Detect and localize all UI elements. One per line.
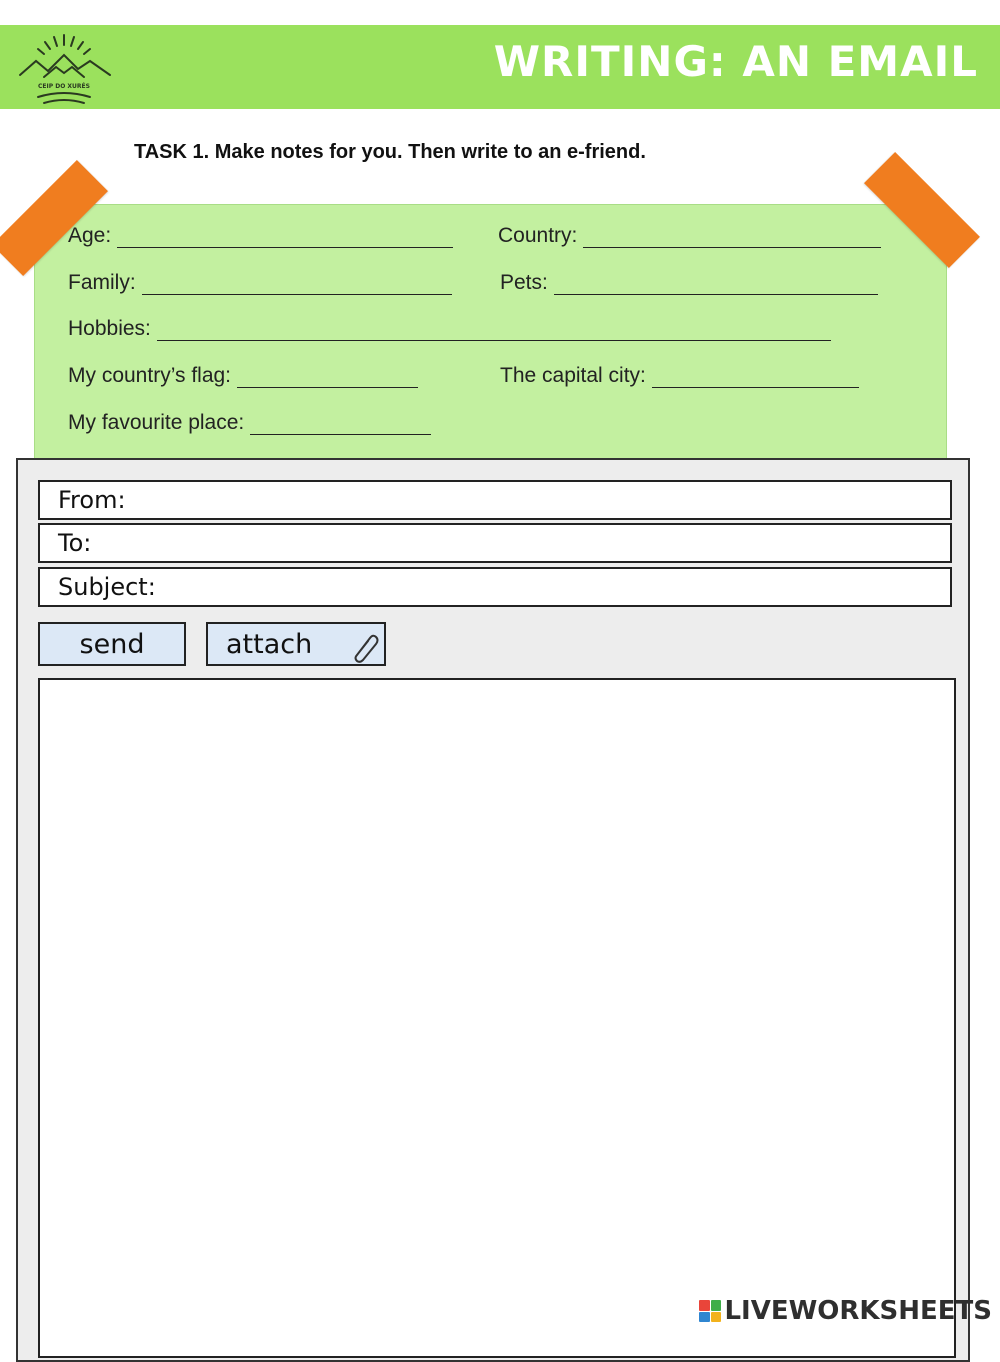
attach-button[interactable] [206, 622, 386, 666]
school-logo [14, 31, 114, 107]
hobbies-line[interactable] [157, 320, 831, 341]
send-label: send [79, 628, 145, 660]
age-line[interactable] [117, 227, 453, 248]
to-field[interactable] [38, 523, 952, 563]
watermark-text: LIVEWORKSHEETS [724, 1296, 992, 1326]
from-field[interactable] [38, 480, 952, 520]
liveworksheets-watermark [699, 1296, 992, 1326]
subject-field[interactable] [38, 567, 952, 607]
subject-label: Subject: [58, 573, 156, 601]
email-body[interactable] [38, 678, 956, 1358]
family-line[interactable] [142, 274, 452, 295]
attach-label: attach [226, 628, 313, 660]
to-label: To: [58, 529, 92, 557]
email-window [16, 458, 970, 1362]
flag-label: My country’s flag: [68, 364, 232, 387]
pets-field[interactable] [500, 271, 878, 295]
liveworksheets-logo-icon [699, 1300, 721, 1322]
capital-label: The capital city: [500, 364, 646, 387]
family-field[interactable] [68, 271, 452, 295]
pets-line[interactable] [554, 274, 878, 295]
capital-line[interactable] [652, 367, 859, 388]
send-button[interactable] [38, 622, 186, 666]
header-banner [0, 25, 1000, 109]
task-heading: TASK 1. Make notes for you. Then write to an e-friend. [134, 141, 646, 163]
favourite-place-label: My favourite place: [68, 411, 245, 434]
country-field[interactable] [498, 224, 881, 248]
favourite-place-field[interactable] [68, 411, 431, 435]
flag-line[interactable] [237, 367, 418, 388]
logo-caption: CEIP DO XURÉS [38, 83, 90, 90]
age-field[interactable] [68, 224, 453, 248]
hobbies-label: Hobbies: [68, 317, 151, 340]
country-label: Country: [498, 224, 578, 247]
country-line[interactable] [583, 227, 881, 248]
hobbies-field[interactable] [68, 317, 831, 341]
pets-label: Pets: [500, 271, 548, 294]
page-title: WRITING: AN EMAIL [493, 37, 978, 86]
flag-field[interactable] [68, 364, 418, 388]
family-label: Family: [68, 271, 136, 294]
age-label: Age: [68, 224, 112, 247]
capital-field[interactable] [500, 364, 859, 388]
favourite-place-line[interactable] [250, 414, 431, 435]
paperclip-icon [348, 629, 380, 663]
mountain-sun-icon [14, 31, 114, 107]
from-label: From: [58, 486, 126, 514]
